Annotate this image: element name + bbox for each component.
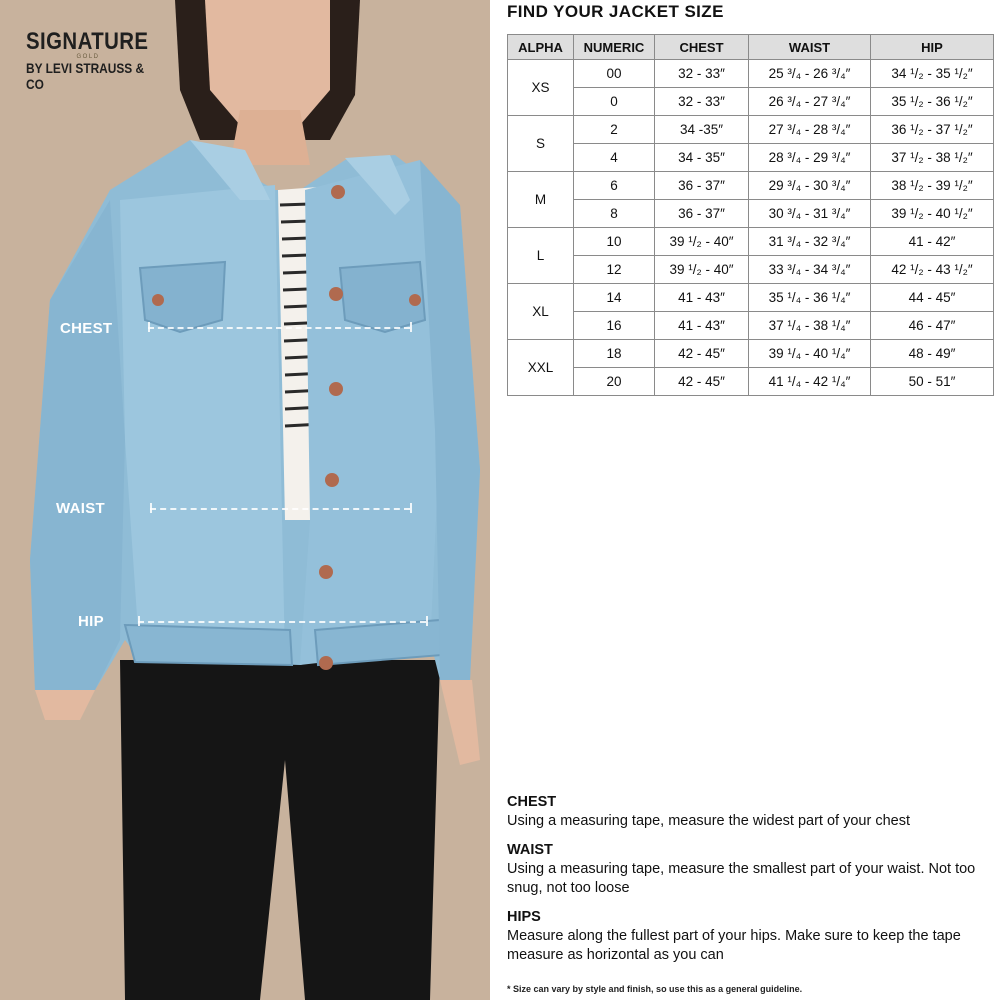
chest-tick-left [148, 322, 150, 332]
waist-cell: 31 ³/₄ - 32 ³/₄″ [749, 228, 871, 256]
waist-cell: 29 ³/₄ - 30 ³/₄″ [749, 172, 871, 200]
hip-cell: 46 - 47″ [871, 312, 994, 340]
numeric-cell: 14 [574, 284, 655, 312]
alpha-cell: S [508, 116, 574, 172]
waist-tick-left [150, 503, 152, 513]
header-numeric: NUMERIC [574, 35, 655, 60]
hip-line [138, 621, 426, 623]
waist-cell: 41 ¹/₄ - 42 ¹/₄″ [749, 368, 871, 396]
chest-cell: 41 - 43″ [655, 312, 749, 340]
brand-maker: BY LEVI STRAUSS & CO [26, 60, 145, 92]
waist-cell: 27 ³/₄ - 28 ³/₄″ [749, 116, 871, 144]
chest-tick-right [410, 322, 412, 332]
table-row [508, 172, 994, 200]
model-photo [0, 0, 490, 1000]
waist-label: WAIST [56, 500, 105, 517]
waist-cell: 28 ³/₄ - 29 ³/₄″ [749, 144, 871, 172]
hips-guide-text: Measure along the fullest part of your hips. Make sure to keep the tape measure as horizontal as you can [507, 928, 961, 963]
alpha-cell: XXL [508, 340, 574, 396]
alpha-cell: XS [508, 60, 574, 116]
hip-cell: 35 ¹/₂ - 36 ¹/₂″ [871, 88, 994, 116]
alpha-cell: L [508, 228, 574, 284]
waist-tick-right [410, 503, 412, 513]
table-row [508, 116, 994, 144]
waist-guide-heading: WAIST [507, 842, 553, 858]
brand-sub: GOLD [76, 54, 100, 60]
hip-cell: 44 - 45″ [871, 284, 994, 312]
hip-cell: 38 ¹/₂ - 39 ¹/₂″ [871, 172, 994, 200]
numeric-cell: 6 [574, 172, 655, 200]
table-header-row [508, 35, 994, 60]
numeric-cell: 20 [574, 368, 655, 396]
size-table [507, 34, 994, 396]
numeric-cell: 12 [574, 256, 655, 284]
chest-cell: 34 -35″ [655, 116, 749, 144]
numeric-cell: 4 [574, 144, 655, 172]
numeric-cell: 10 [574, 228, 655, 256]
brand-logo [26, 28, 166, 92]
header-waist: WAIST [749, 35, 871, 60]
chest-cell: 34 - 35″ [655, 144, 749, 172]
hip-cell: 36 ¹/₂ - 37 ¹/₂″ [871, 116, 994, 144]
hips-guide-heading: HIPS [507, 909, 541, 925]
waist-cell: 39 ¹/₄ - 40 ¹/₄″ [749, 340, 871, 368]
chest-label: CHEST [60, 320, 113, 337]
footnote: * Size can vary by style and finish, so use this as a general guideline. [507, 984, 803, 994]
chest-cell: 36 - 37″ [655, 172, 749, 200]
header-hip: HIP [871, 35, 994, 60]
waist-guide [507, 841, 993, 898]
header-alpha: ALPHA [508, 35, 574, 60]
chest-cell: 42 - 45″ [655, 368, 749, 396]
hip-tick-left [138, 616, 140, 626]
table-row [508, 368, 994, 396]
waist-cell: 35 ¹/₄ - 36 ¹/₄″ [749, 284, 871, 312]
hip-label: HIP [78, 613, 104, 630]
table-row [508, 200, 994, 228]
hip-tick-right [426, 616, 428, 626]
waist-cell: 37 ¹/₄ - 38 ¹/₄″ [749, 312, 871, 340]
chest-line [148, 327, 410, 329]
chest-cell: 41 - 43″ [655, 284, 749, 312]
numeric-cell: 16 [574, 312, 655, 340]
hip-cell: 37 ¹/₂ - 38 ¹/₂″ [871, 144, 994, 172]
header-chest: CHEST [655, 35, 749, 60]
numeric-cell: 00 [574, 60, 655, 88]
table-row [508, 312, 994, 340]
table-row [508, 256, 994, 284]
chest-cell: 42 - 45″ [655, 340, 749, 368]
hip-cell: 34 ¹/₂ - 35 ¹/₂″ [871, 60, 994, 88]
waist-cell: 30 ³/₄ - 31 ³/₄″ [749, 200, 871, 228]
size-guide-panel [505, 0, 995, 1000]
numeric-cell: 2 [574, 116, 655, 144]
hips-guide [507, 908, 993, 965]
chest-cell: 39 ¹/₂ - 40″ [655, 256, 749, 284]
table-row [508, 228, 994, 256]
hip-cell: 42 ¹/₂ - 43 ¹/₂″ [871, 256, 994, 284]
numeric-cell: 18 [574, 340, 655, 368]
chest-guide [507, 793, 993, 831]
table-row [508, 144, 994, 172]
table-row [508, 60, 994, 88]
alpha-cell: M [508, 172, 574, 228]
hip-cell: 48 - 49″ [871, 340, 994, 368]
chest-guide-text: Using a measuring tape, measure the widest part of your chest [507, 813, 910, 829]
numeric-cell: 0 [574, 88, 655, 116]
numeric-cell: 8 [574, 200, 655, 228]
chest-cell: 32 - 33″ [655, 88, 749, 116]
hip-cell: 50 - 51″ [871, 368, 994, 396]
chest-cell: 36 - 37″ [655, 200, 749, 228]
waist-cell: 26 ³/₄ - 27 ³/₄″ [749, 88, 871, 116]
waist-line [150, 508, 410, 510]
page-title: FIND YOUR JACKET SIZE [507, 2, 724, 21]
chest-cell: 32 - 33″ [655, 60, 749, 88]
chest-cell: 39 ¹/₂ - 40″ [655, 228, 749, 256]
table-row [508, 340, 994, 368]
hip-cell: 39 ¹/₂ - 40 ¹/₂″ [871, 200, 994, 228]
waist-cell: 25 ³/₄ - 26 ³/₄″ [749, 60, 871, 88]
table-row [508, 284, 994, 312]
alpha-cell: XL [508, 284, 574, 340]
brand-name: SIGNATURE [26, 28, 149, 55]
hip-cell: 41 - 42″ [871, 228, 994, 256]
table-row [508, 88, 994, 116]
waist-cell: 33 ³/₄ - 34 ³/₄″ [749, 256, 871, 284]
chest-guide-heading: CHEST [507, 794, 557, 810]
waist-guide-text: Using a measuring tape, measure the smallest part of your waist. Not too snug, not too loose [507, 861, 976, 896]
